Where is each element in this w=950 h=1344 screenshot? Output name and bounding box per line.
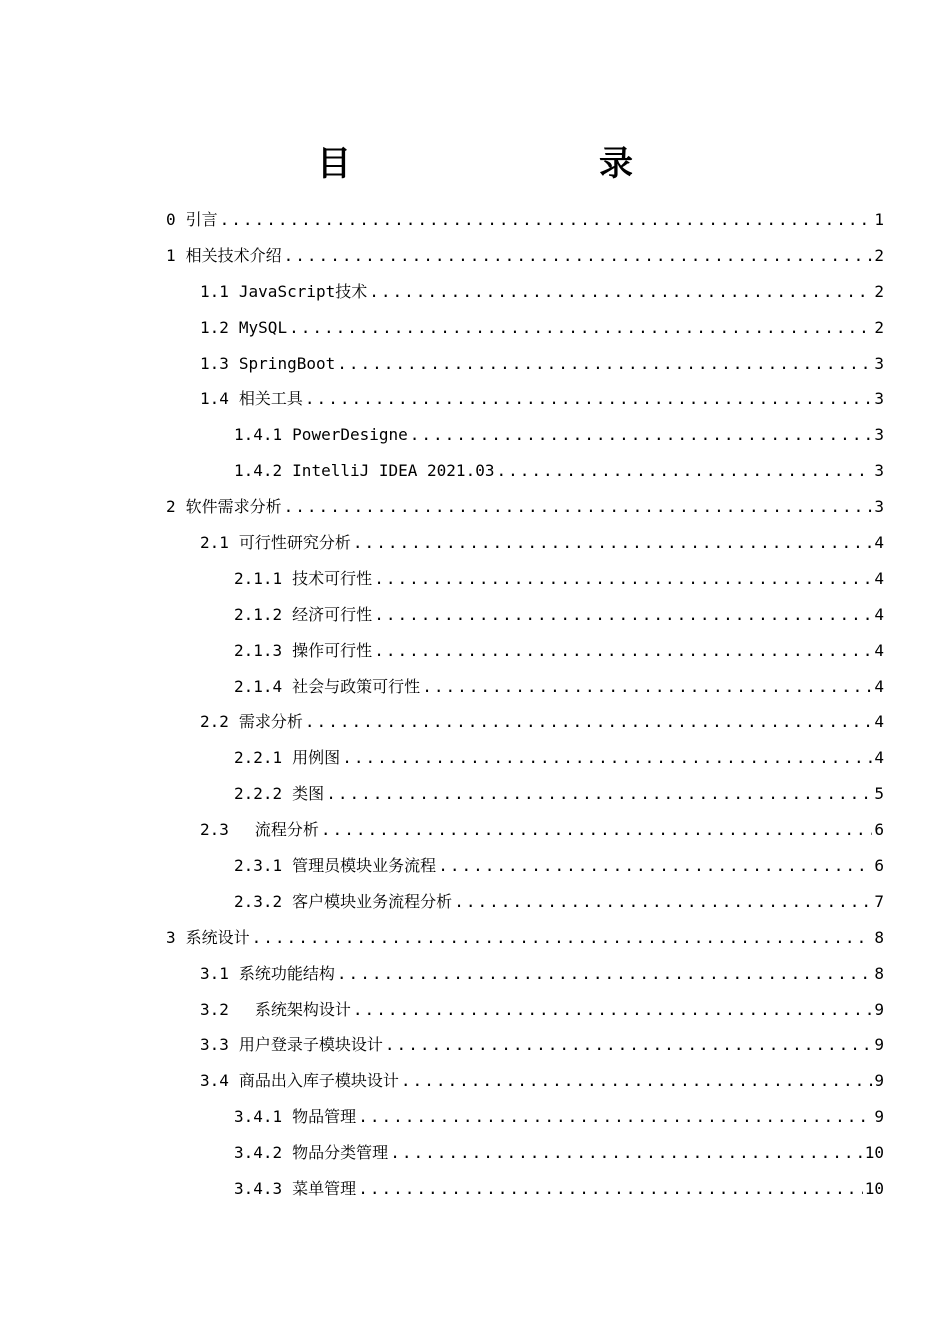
toc-entry-number: 3.3 [200,1035,229,1055]
toc-entry-page-number: 3 [874,425,884,445]
toc-entry-number: 2.1.2 [234,604,283,624]
toc-entry-page-number: 5 [874,784,884,804]
toc-entry-page-number: 10 [864,1179,884,1199]
toc-entry-page-number: 7 [874,891,884,911]
toc-dot-leader [353,525,872,561]
toc-entry-page-number: 4 [874,712,884,732]
toc-entry-number: 2 [166,497,176,517]
toc-entry-title: MySQL [238,317,288,337]
toc-entry[interactable] [166,310,884,346]
toc-entry-number: 1.4 [200,389,229,409]
toc-dot-leader [284,238,873,274]
toc-entry-page-number: 8 [874,963,884,983]
toc-entry-page-number: 3 [874,353,884,373]
toc-entry-page-number: 9 [874,1107,884,1127]
toc-entry-page-number: 4 [874,604,884,624]
toc-entry[interactable] [166,704,884,740]
toc-dot-leader [305,381,872,417]
toc-entry-page-number: 4 [874,676,884,696]
toc-entry[interactable] [166,920,884,956]
toc-entry[interactable] [166,740,884,776]
toc-dot-leader [326,776,872,812]
toc-entry-number: 1.4.2 [234,461,283,481]
toc-entry[interactable] [166,346,884,382]
toc-entry-number: 1 [166,245,176,265]
toc-entry[interactable] [166,453,884,489]
toc-entry-title: SpringBoot [238,353,336,373]
toc-entry-number: 2.2 [200,712,229,732]
toc-entry-number: 2.1.3 [234,640,283,660]
toc-dot-leader [438,848,872,884]
toc-dot-leader [220,202,873,238]
toc-entry-page-number: 2 [874,281,884,301]
toc-entry-page-number: 3 [874,461,884,481]
toc-entry[interactable] [166,561,884,597]
toc-entry-title: 相关技术介绍 [185,245,282,265]
toc-dot-leader [321,812,872,848]
toc-entry[interactable] [166,1135,884,1171]
toc-entry-title: 类图 [292,784,325,804]
toc-entry-number: 3.2 [200,999,229,1019]
toc-dot-leader [374,597,872,633]
toc-entry-number: 0 [166,210,176,229]
toc-dot-leader [390,1135,863,1171]
toc-entry-title: 物品分类管理 [292,1143,389,1163]
toc-entry-title: 软件需求分析 [185,497,282,517]
toc-dot-leader [284,489,873,525]
toc-entry[interactable] [166,525,884,561]
toc-entry-title: 相关工具 [238,389,303,409]
toc-entry-title: 经济可行性 [292,604,373,624]
toc-entry[interactable] [166,238,884,274]
toc-entry-number: 2.2.1 [234,748,283,768]
toc-entry-number: 1.2 [200,317,229,337]
toc-entry-title: 菜单管理 [292,1179,357,1199]
toc-dot-leader [289,310,872,346]
toc-entry-title: 管理员模块业务流程 [292,856,437,876]
toc-entry-number: 2.1 [200,533,229,553]
toc-entry-page-number: 6 [874,820,884,840]
toc-entry-page-number: 2 [874,317,884,337]
toc-entry[interactable] [166,417,884,453]
toc-entry-title: 物品管理 [292,1107,357,1127]
toc-entry[interactable] [166,633,884,669]
toc-entry-page-number: 9 [874,1035,884,1055]
toc-dot-leader [369,274,872,310]
toc-entry-number: 2.3.2 [234,891,283,911]
toc-entry-number: 1.4.1 [234,425,283,445]
toc-entry[interactable] [166,1063,884,1099]
toc-entry-number: 3.4 [200,1071,229,1091]
toc-entry-title: 系统架构设计 [238,999,351,1019]
toc-dot-leader [374,561,872,597]
toc-entry[interactable] [166,1099,884,1135]
toc-entry[interactable] [166,1171,884,1207]
toc-entry-page-number: 8 [874,927,884,947]
toc-dot-leader [337,346,872,382]
toc-entry-page-number: 4 [874,640,884,660]
toc-entry[interactable] [166,848,884,884]
toc-entry-number: 2.3 [200,820,229,840]
toc-entry-page-number: 4 [874,748,884,768]
toc-dot-leader [385,1027,872,1063]
toc-entry[interactable] [166,812,884,848]
table-of-contents [166,202,884,1207]
toc-entry-title: 用户登录子模块设计 [238,1035,383,1055]
toc-entry-title: IntelliJ IDEA 2021.03 [292,461,495,481]
toc-entry-page-number: 2 [874,245,884,265]
toc-entry-title: 系统功能结构 [238,963,335,983]
toc-entry-title: 社会与政策可行性 [292,676,421,696]
toc-entry[interactable] [166,274,884,310]
toc-entry[interactable] [166,669,884,705]
toc-entry-title: 商品出入库子模块设计 [238,1071,399,1091]
toc-entry-page-number: 9 [874,1071,884,1091]
toc-entry[interactable] [166,884,884,920]
toc-entry-title: JavaScript技术 [238,281,368,301]
toc-entry-title: 流程分析 [238,820,319,840]
toc-dot-leader [496,453,872,489]
toc-entry-page-number: 1 [874,210,884,229]
toc-entry-number: 3.4.1 [234,1107,283,1127]
toc-entry-page-number: 3 [874,497,884,517]
toc-dot-leader [353,992,872,1028]
toc-entry-number: 2.2.2 [234,784,283,804]
toc-entry-title: 系统设计 [185,927,250,947]
toc-entry-number: 3.4.2 [234,1143,283,1163]
toc-entry-number: 1.3 [200,353,229,373]
toc-entry-title: 引言 [185,210,218,229]
toc-entry-number: 3.4.3 [234,1179,283,1199]
toc-entry[interactable] [166,1027,884,1063]
toc-dot-leader [337,956,872,992]
toc-entry-number: 1.1 [200,281,229,301]
toc-entry-page-number: 4 [874,568,884,588]
toc-entry-page-number: 4 [874,533,884,553]
toc-entry-number: 2.3.1 [234,856,283,876]
toc-entry-number: 2.1.1 [234,568,283,588]
toc-entry-number: 3 [166,927,176,947]
toc-dot-leader [454,884,872,920]
toc-entry[interactable] [166,597,884,633]
toc-dot-leader [358,1171,863,1207]
toc-entry-page-number: 3 [874,389,884,409]
toc-dot-leader [358,1099,872,1135]
toc-title: 目 录 [317,144,693,184]
toc-dot-leader [401,1063,872,1099]
toc-entry[interactable] [166,776,884,812]
toc-entry[interactable] [166,381,884,417]
toc-entry[interactable] [166,956,884,992]
toc-dot-leader [305,704,872,740]
toc-entry-title: 用例图 [292,748,341,768]
toc-entry-title: 技术可行性 [292,568,373,588]
toc-entry-title: PowerDesigne [292,425,408,445]
toc-entry-page-number: 6 [874,856,884,876]
toc-dot-leader [410,417,873,453]
toc-entry-page-number: 10 [864,1143,884,1163]
toc-entry-number: 2.1.4 [234,676,283,696]
toc-entry-title: 客户模块业务流程分析 [292,891,453,911]
toc-entry-title: 可行性研究分析 [238,533,351,553]
toc-entry-title: 操作可行性 [292,640,373,660]
toc-dot-leader [252,920,873,956]
toc-dot-leader [422,669,872,705]
toc-entry-number: 3.1 [200,963,229,983]
toc-entry-page-number: 9 [874,999,884,1019]
toc-dot-leader [374,633,872,669]
toc-dot-leader [342,740,872,776]
toc-entry-title: 需求分析 [238,712,303,732]
toc-entry[interactable] [166,992,884,1028]
toc-entry[interactable] [166,489,884,525]
toc-entry[interactable] [166,202,884,238]
